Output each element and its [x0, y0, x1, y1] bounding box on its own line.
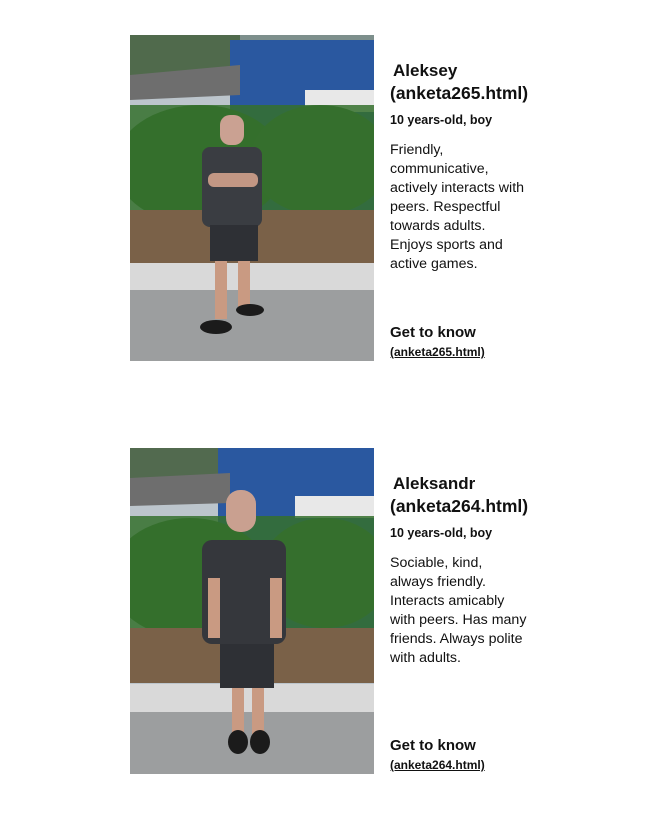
profile-photo[interactable] — [130, 448, 374, 774]
description-line: Sociable, kind, — [390, 555, 483, 571]
profile-link-title[interactable]: (anketa264.html) — [390, 496, 529, 516]
profile-description — [390, 554, 542, 668]
profile-description — [390, 141, 542, 274]
get-to-know-link[interactable]: (anketa264.html) — [390, 758, 485, 772]
profile-age: 10 years-old, boy — [390, 526, 493, 540]
profile-name: Aleksey — [393, 61, 458, 80]
description-line: active games. — [390, 256, 478, 272]
description-line: actively interacts with — [390, 180, 525, 196]
get-to-know-link-wrap — [390, 345, 485, 359]
description-line: peers. Respectful — [390, 199, 501, 215]
get-to-know-heading: Get to know — [390, 324, 476, 341]
profile-link-title[interactable]: (anketa265.html) — [390, 83, 529, 103]
get-to-know-heading: Get to know — [390, 737, 476, 754]
profile-age: 10 years-old, boy — [390, 113, 493, 127]
description-line: Friendly, — [390, 142, 444, 158]
get-to-know-link[interactable]: (anketa265.html) — [390, 345, 485, 359]
photo-boy-standing — [130, 35, 374, 361]
get-to-know-link-wrap — [390, 758, 485, 772]
description-line: communicative, — [390, 161, 489, 177]
description-line: friends. Always polite — [390, 631, 523, 647]
profile-photo[interactable] — [130, 35, 374, 361]
description-line: with peers. Has many — [390, 612, 527, 628]
description-line: Interacts amicably — [390, 593, 505, 609]
description-line: Enjoys sports and — [390, 237, 503, 253]
profile-name: Aleksandr — [393, 474, 476, 493]
description-line: with adults. — [390, 650, 461, 666]
description-line: towards adults. — [390, 218, 486, 234]
photo-boy-standing — [130, 448, 374, 774]
description-line: always friendly. — [390, 574, 486, 590]
